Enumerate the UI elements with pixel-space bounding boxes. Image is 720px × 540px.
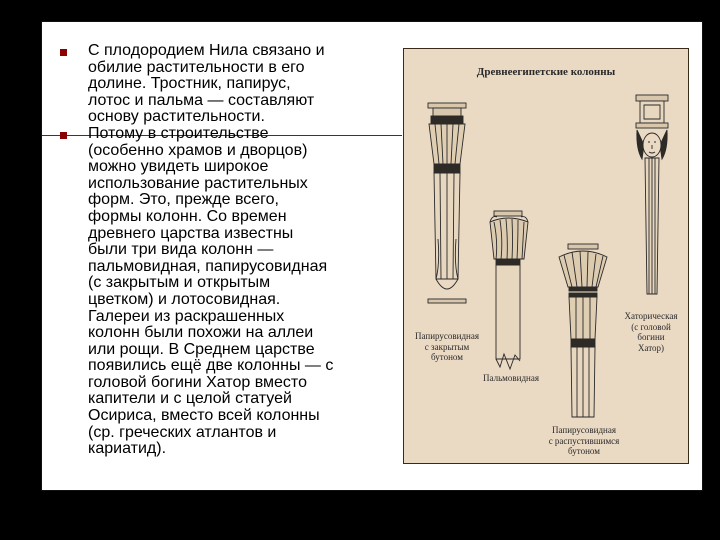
caption-papyrus-open: Папирусовидная с распустившимся бутоном	[548, 425, 620, 456]
columns-drawing	[404, 49, 688, 463]
bullet-text: Потому в строительстве (особенно храмов и дворцов) можно увидеть широкое использование растительных форм. Это, прежде всего, формы колонн. Со времен древнего царства известны были три вида колонн — пальмовидная, папирусовидная (с закрытым и открытым цветком) и лотосовидная. Галереи из раскрашенных колонн были похожи на аллеи или рощи. В Среднем царстве появились ещё две колонны — с головой богини Хатор вместо капители и с целой статуей Осириса, вместо всей колонны (ср. греческих атлантов и кариатид).	[88, 124, 334, 458]
caption-papyrus-closed: Папирусовидная с закрытым бутоном	[415, 331, 479, 362]
bullet-item	[42, 43, 382, 126]
slide	[42, 22, 702, 490]
hathor-column-icon	[636, 95, 668, 294]
palm-column-icon	[490, 211, 528, 369]
bullet-item	[42, 126, 382, 458]
figure-title: Древнеегипетские колонны	[476, 66, 616, 78]
papyrus-open-column-icon	[559, 244, 607, 417]
bullet-list	[42, 43, 382, 458]
bullet-text: С плодородием Нила связано и обилие растительности в его долине. Тростник, папирус, лотос и пальма — составляют основу растительности.	[88, 42, 325, 126]
caption-hathor: Хаторическая (с головой богини Хатор)	[624, 311, 678, 353]
bullet-square-icon	[60, 49, 67, 56]
columns-illustration	[403, 48, 689, 464]
papyrus-closed-column-icon	[428, 103, 466, 303]
caption-palm: Пальмовидная	[483, 373, 539, 383]
bullet-square-icon	[60, 132, 67, 139]
